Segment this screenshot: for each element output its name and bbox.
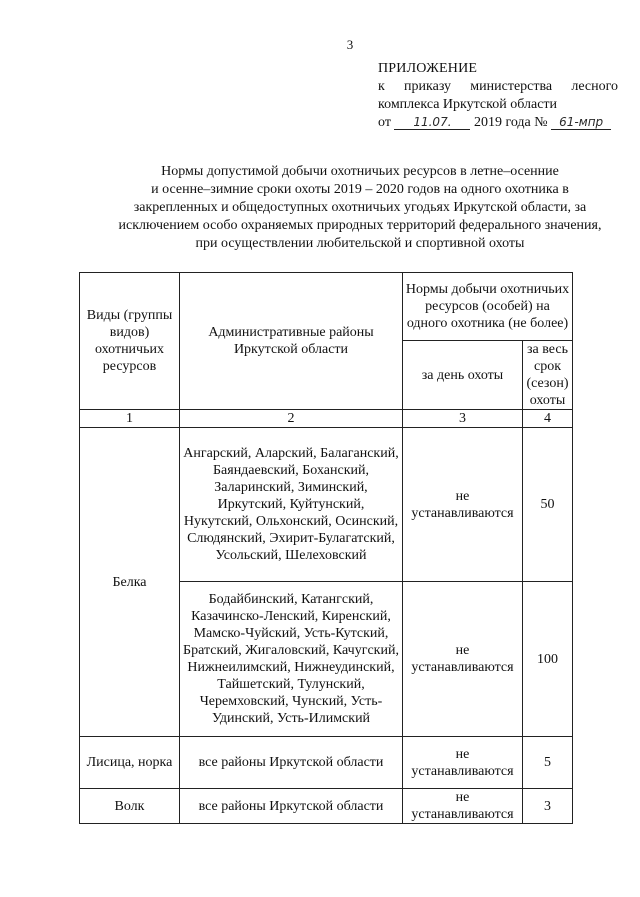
handwritten-date: 11.07. — [394, 115, 470, 130]
districts-cell: все районы Иркутской области — [180, 789, 403, 824]
annex-ministry-line: комплекса Иркутской области — [378, 97, 558, 112]
column-number: 1 — [80, 410, 180, 428]
header-per-season: за весь срок (сезон) охоты — [523, 341, 573, 410]
page-number: 3 — [346, 37, 354, 52]
per-season-cell: 3 — [523, 789, 573, 824]
header-districts: Административные районы Иркутской области — [180, 273, 403, 410]
header-per-day: за день охоты — [403, 341, 523, 410]
districts-cell: Бодайбинский, Катангский, Казачинско-Ленский, Киренский, Мамско-Чуйский, Усть-Кутский, Братский, Жигаловский, Качугский, Нижнеилимский, Нижнеудинский, Тайшетский, Тулунский, Черемховский, Чунский, Усть-Удинский, Усть-Илимский — [180, 582, 403, 737]
heading-line: закрепленных и общедоступных охотничьих угодьях Иркутской области, за — [133, 200, 587, 215]
header-species: Виды (группы видов) охотничьих ресурсов — [80, 273, 180, 410]
annex-order-line: к приказу министерства лесного — [378, 79, 618, 94]
handwritten-order-number: 61-мпр — [551, 115, 611, 130]
document-heading — [100, 163, 620, 253]
per-day-cell: не устанавливаются — [403, 737, 523, 789]
per-season-cell: 5 — [523, 737, 573, 789]
heading-line: при осуществлении любительской и спортивной охоты — [195, 236, 525, 251]
per-day-cell: не устанавливаются — [403, 582, 523, 737]
per-season-cell: 100 — [523, 582, 573, 737]
column-number: 3 — [403, 410, 523, 428]
species-cell: Волк — [80, 789, 180, 824]
annex-block — [378, 60, 618, 132]
heading-line: и осенне–зимние сроки охоты 2019 – 2020 годов на одного охотника в — [151, 182, 569, 197]
species-cell: Белка — [80, 428, 180, 737]
per-day-cell: не устанавливаются — [403, 428, 523, 582]
header-norms: Нормы добычи охотничьих ресурсов (особей) на одного охотника (не более) — [403, 273, 573, 341]
annex-date-line — [378, 114, 618, 132]
column-number: 4 — [523, 410, 573, 428]
heading-line: исключением особо охраняемых природных территорий федерального значения, — [118, 218, 602, 233]
annex-year-text: 2019 года № — [473, 115, 548, 130]
districts-cell: все районы Иркутской области — [180, 737, 403, 789]
annex-title: ПРИЛОЖЕНИЕ — [378, 61, 478, 76]
species-cell: Лисица, норка — [80, 737, 180, 789]
heading-line: Нормы допустимой добычи охотничьих ресурсов в летне–осенние — [161, 164, 559, 179]
column-number: 2 — [180, 410, 403, 428]
per-day-cell: не устанавливаются — [403, 789, 523, 824]
per-season-cell: 50 — [523, 428, 573, 582]
annex-from-label: от — [378, 115, 391, 130]
districts-cell: Ангарский, Аларский, Балаганский, Баяндаевский, Боханский, Заларинский, Зиминский, Иркутский, Куйтунский, Нукутский, Ольхонский, Осинский, Слюдянский, Эхирит-Булагатский, Усольский, Шелеховский — [180, 428, 403, 582]
hunting-norms-table — [79, 272, 573, 824]
